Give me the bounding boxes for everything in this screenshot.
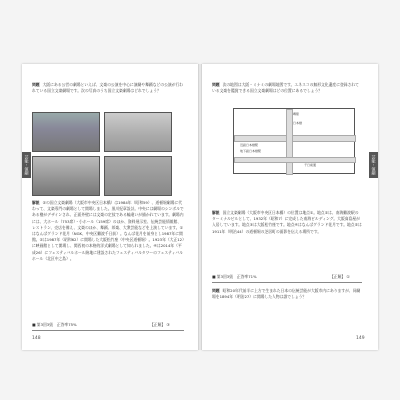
question-label: 問題: [212, 82, 220, 87]
explanation-label: 解説: [32, 200, 40, 205]
map-label-4: 地下鉄日本橋駅: [240, 149, 262, 153]
question-label: 問題: [212, 288, 220, 293]
map-label-3: 近鉄日本橋駅: [240, 143, 259, 147]
left-explanation: 解説 ②の国立文楽劇場（大阪市中央区日本橋）は1984年（昭和59）、道頓堀劇場に代わって、文楽専門の劇場として開場しました。黒川紀章設計。中央には劇場のシンボルである櫓がデザインされ、正面外壁には文楽の定紋である輪違いが描かれています。劇場内には、大ホール（753席）・小ホール（159席）のほか、資料展示室、伝統芸能情報館、レストラン、売店を備え、文楽のほか、舞踊、邦楽、大衆芸能などを上演しています。①はなんばグランド花月（NGK、中央区難波千日前）。なんば花月を前身とし1987年に開館。②は1987年（昭和62）に開場した大阪松竹座（中央区道頓堀）。1923年（大正12）に映画館として開場し、関西初の本格的洋式劇場として知られました。④は2014年（平成26）にフェスティバルホール跡地に建設されたフェスティバルタワーのフェスティバルホール（北区中之島）。: [32, 200, 184, 261]
right-answer-tag: 【正解】 ①: [330, 274, 350, 279]
left-side-tab: 芸能・演劇: [22, 152, 31, 178]
right-page-number: 149: [356, 336, 365, 341]
photo-1: [32, 112, 100, 152]
left-question: 問題 大阪にある公営の劇場といえば、文楽の公演を中心に演劇や舞踊などの公演が行われている国立文楽劇場です。次の写真のうち国立文楽劇場はどれでしょう？: [32, 82, 184, 94]
right-question: 問題 次の地図は大阪・ミナミの劇場地図です。ユネスコの無形文化遺産に登録されている文楽を鑑賞できる国立文楽劇場はどの位置にあるでしょう？: [212, 82, 359, 94]
map-road-bottom: [234, 157, 356, 163]
book-gutter: [198, 64, 202, 350]
right-question-2: 問題 昭和20年代前半に上方で生まれた日本の伝統芸能が大阪市内にありますが、同劇場を1894年（明治27）に開場した人物は誰でしょう？: [212, 288, 361, 300]
photo-2: [104, 112, 172, 152]
theater-map: [233, 108, 355, 174]
left-answer-ref: ■ 第3回3級 正答率75%: [32, 322, 77, 327]
explanation-label: 解説: [212, 210, 220, 215]
right-rule: [212, 282, 362, 283]
right-side-tab: 芸能・演劇: [369, 152, 378, 178]
question-label: 問題: [32, 82, 40, 87]
map-label-5: 千日前通: [304, 163, 317, 167]
map-label-1: 堺筋: [293, 112, 300, 116]
map-road-horizontal: [234, 135, 356, 142]
right-explanation: 解説 国立文楽劇場（大阪市中央区日本橋）の位置は地点①。地点②は、南海難波駅のターミナルビルとして、1932年（昭和7）に完成した南海ビルディング。大阪髙島屋が入居しています。地点③は大阪松竹座です。地点④はなんばグランド花月です。地点⑤は1911年（明治44）の道頓堀の芝居町の面影を伝える場所です。: [212, 210, 362, 234]
photo-4: [104, 156, 172, 196]
map-label-2: 日本橋: [293, 121, 303, 125]
left-rule: [32, 330, 184, 331]
left-answer-tag: 【正解】 ③: [150, 322, 170, 327]
map-road-vertical: [286, 109, 293, 175]
photo-3: [32, 156, 100, 196]
right-answer-ref: ■ 第3回3級 正答率71%: [212, 274, 257, 279]
left-page-number: 148: [32, 336, 41, 341]
